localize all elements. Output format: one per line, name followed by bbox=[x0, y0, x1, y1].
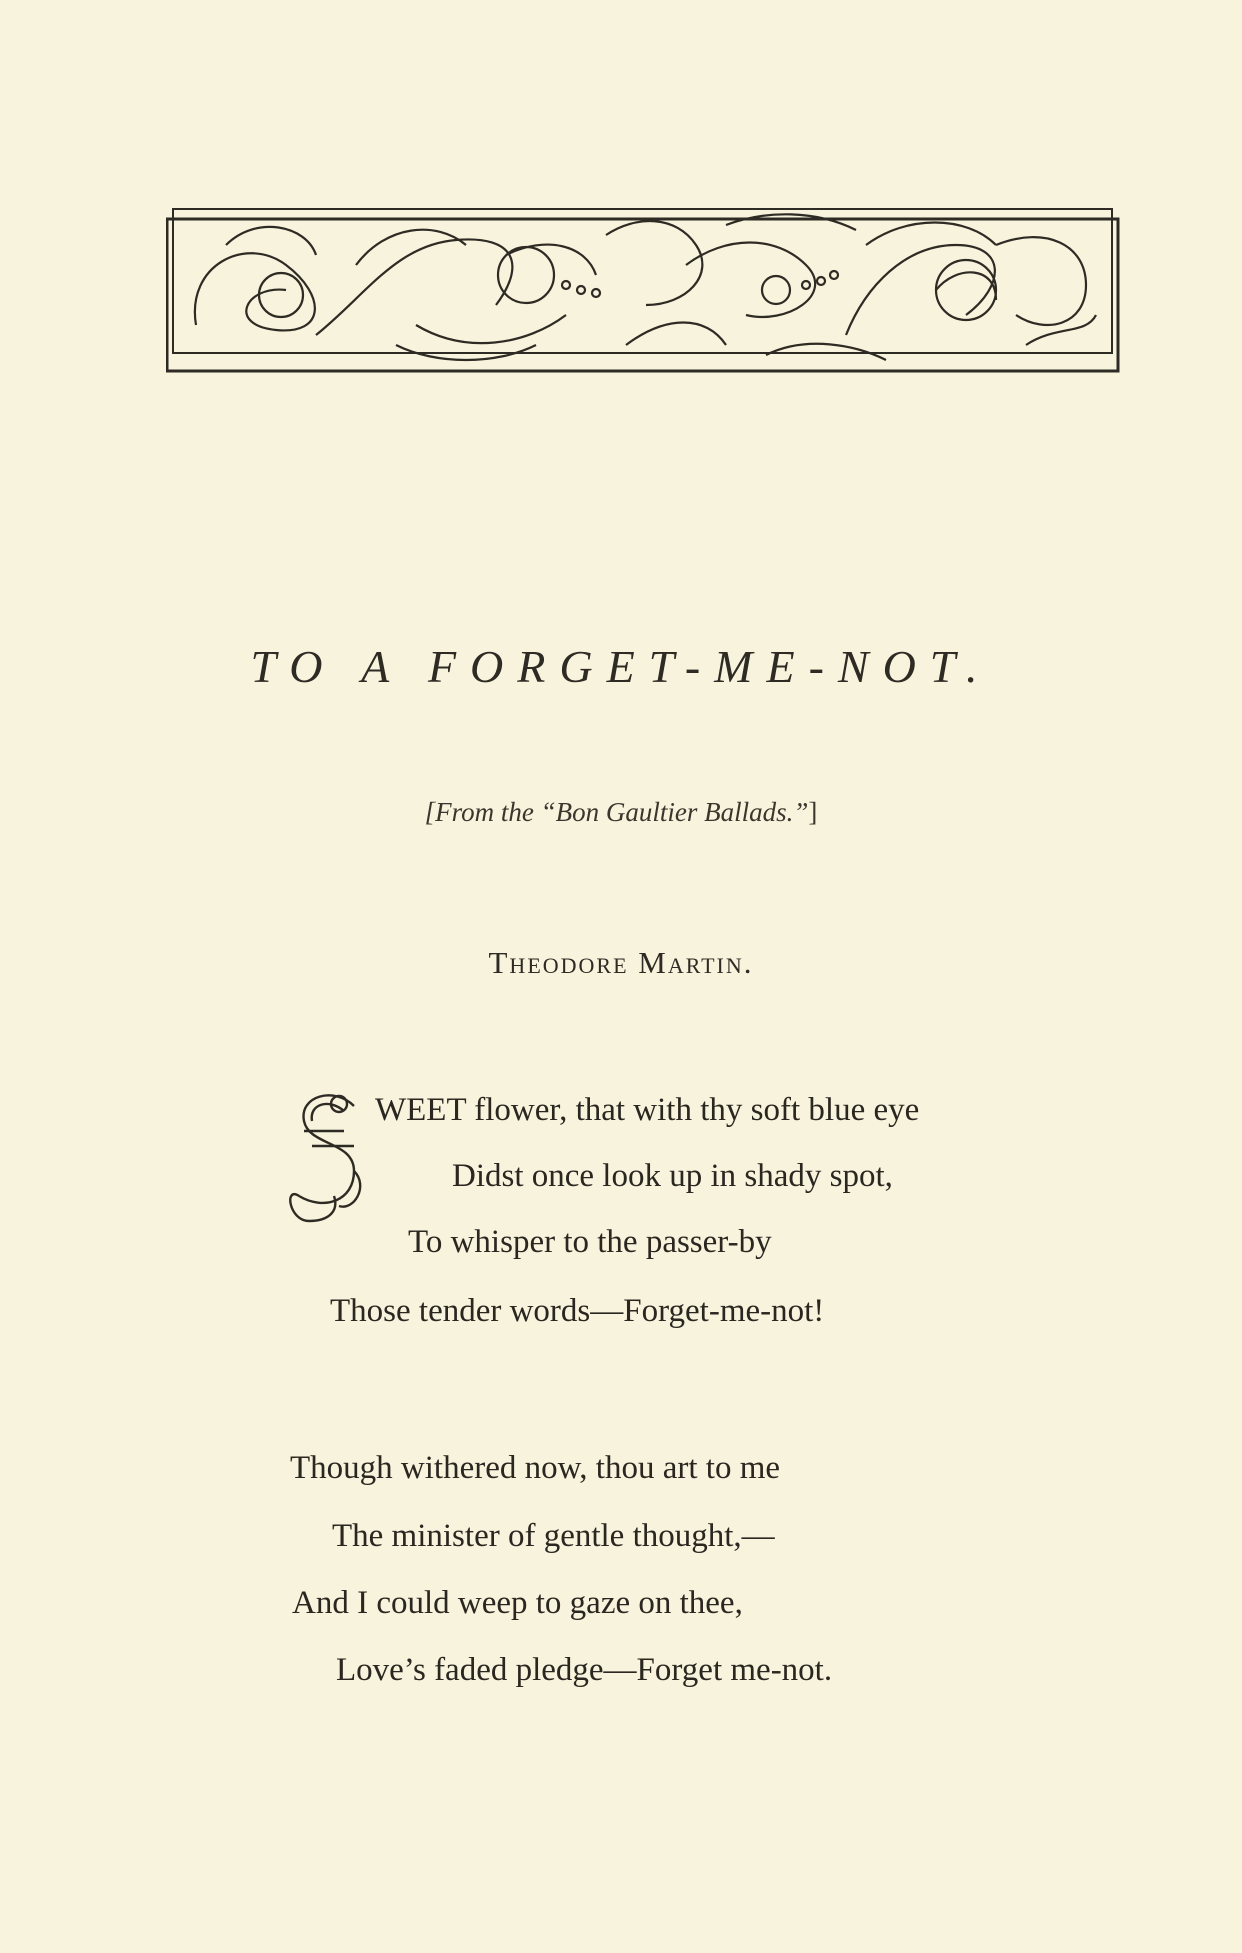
stanza-1-line-3: To whisper to the passer-by bbox=[408, 1224, 772, 1260]
stanza-1-line-2: Didst once look up in shady spot, bbox=[452, 1158, 893, 1194]
source-note bbox=[0, 797, 1242, 828]
stanza-2-line-2: The minister of gentle thought,— bbox=[332, 1518, 775, 1554]
stanza-1-line-1: WEET flower, that with thy soft blue eye bbox=[375, 1092, 920, 1128]
floral-scroll-headpiece bbox=[166, 205, 1120, 373]
poem-title: TO A FORGET-ME-NOT. bbox=[250, 641, 992, 692]
source-open: [From the bbox=[424, 797, 541, 827]
decorated-initial-s bbox=[284, 1086, 374, 1236]
stanza-2-line-1: Though withered now, thou art to me bbox=[290, 1450, 781, 1486]
author-name: Theodore Martin. bbox=[488, 945, 754, 980]
source-close: ] bbox=[808, 797, 818, 827]
stanza-2-line-4: Love’s faded pledge—Forget me-not. bbox=[336, 1652, 833, 1688]
stanza-2-line-3: And I could weep to gaze on thee, bbox=[292, 1585, 743, 1621]
source-work: “Bon Gaultier Ballads.” bbox=[540, 797, 809, 827]
stanza-1-line-4: Those tender words—Forget-me-not! bbox=[330, 1293, 825, 1329]
